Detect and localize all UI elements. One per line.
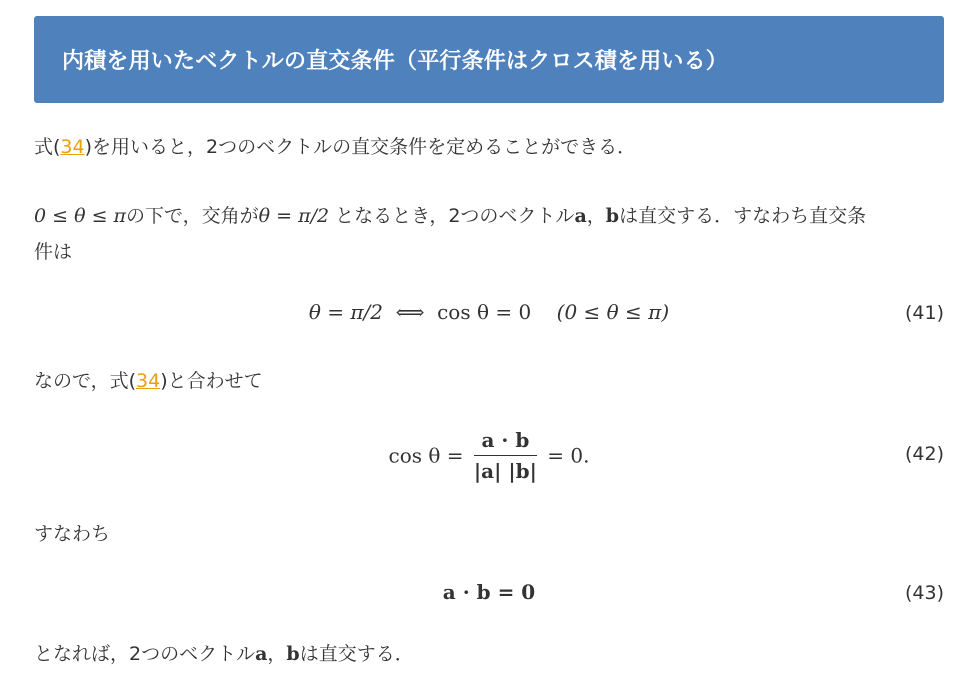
math-rhs: cos θ = 0: [437, 300, 532, 324]
paragraph-intro: [34, 129, 636, 165]
section-header: [34, 16, 944, 103]
paragraph-combine: [34, 363, 263, 399]
text: すなわち: [34, 523, 111, 545]
text: は直交する．すなわち直交条: [619, 205, 867, 227]
math-theta-eq: θ = π/2: [258, 205, 330, 227]
math-expression: a · b = 0: [442, 580, 536, 604]
equation-body: [34, 428, 944, 483]
fraction: [474, 428, 537, 483]
math-lhs: θ = π/2: [308, 300, 383, 324]
section-title: 内積を用いたベクトルの直交条件（平行条件はクロス積を用いる）: [62, 49, 729, 74]
text: となれば，2つのベクトル: [34, 643, 256, 665]
text: は直交する．: [299, 643, 414, 665]
fraction-denominator: |a| |b|: [473, 459, 537, 483]
math-vector-b: b: [286, 643, 300, 665]
math-rhs: = 0.: [547, 443, 590, 468]
text: )を用いると，2つのベクトルの直交条件を定めることができる．: [84, 136, 637, 158]
text: )と合わせて: [160, 370, 263, 392]
text: なので，式(: [34, 370, 137, 392]
equation-body: [34, 300, 944, 324]
equation-number: (43): [904, 582, 944, 604]
paragraph-conclusion: [34, 636, 414, 672]
equation-41: [34, 300, 944, 332]
text: の下で，交角が: [126, 205, 259, 227]
equation-body: [34, 580, 944, 604]
equation-link-34[interactable]: 34: [136, 370, 161, 392]
math-vector-a: a: [574, 205, 587, 227]
text: 件は: [34, 241, 73, 263]
equation-42: [34, 428, 944, 486]
equation-43: [34, 580, 944, 610]
equation-link-34[interactable]: 34: [60, 136, 85, 158]
text: となるとき，2つのベクトル: [329, 205, 575, 227]
math-iff: ⟺: [395, 300, 425, 324]
text: ，: [267, 643, 287, 665]
math-vector-a: a: [255, 643, 268, 665]
math-lhs: cos θ =: [388, 443, 464, 468]
equation-number: (41): [904, 302, 944, 324]
equation-number: (42): [904, 443, 944, 465]
paragraph-condition: [34, 198, 944, 270]
math-vector-b: b: [605, 205, 620, 227]
paragraph-namely: [34, 516, 110, 552]
text: ，: [586, 205, 606, 227]
math-condition: 0 ≤ θ ≤ π: [34, 205, 127, 227]
text: 式(: [34, 136, 61, 158]
math-condition: (0 ≤ θ ≤ π): [556, 300, 670, 324]
fraction-numerator: a · b: [474, 428, 537, 456]
